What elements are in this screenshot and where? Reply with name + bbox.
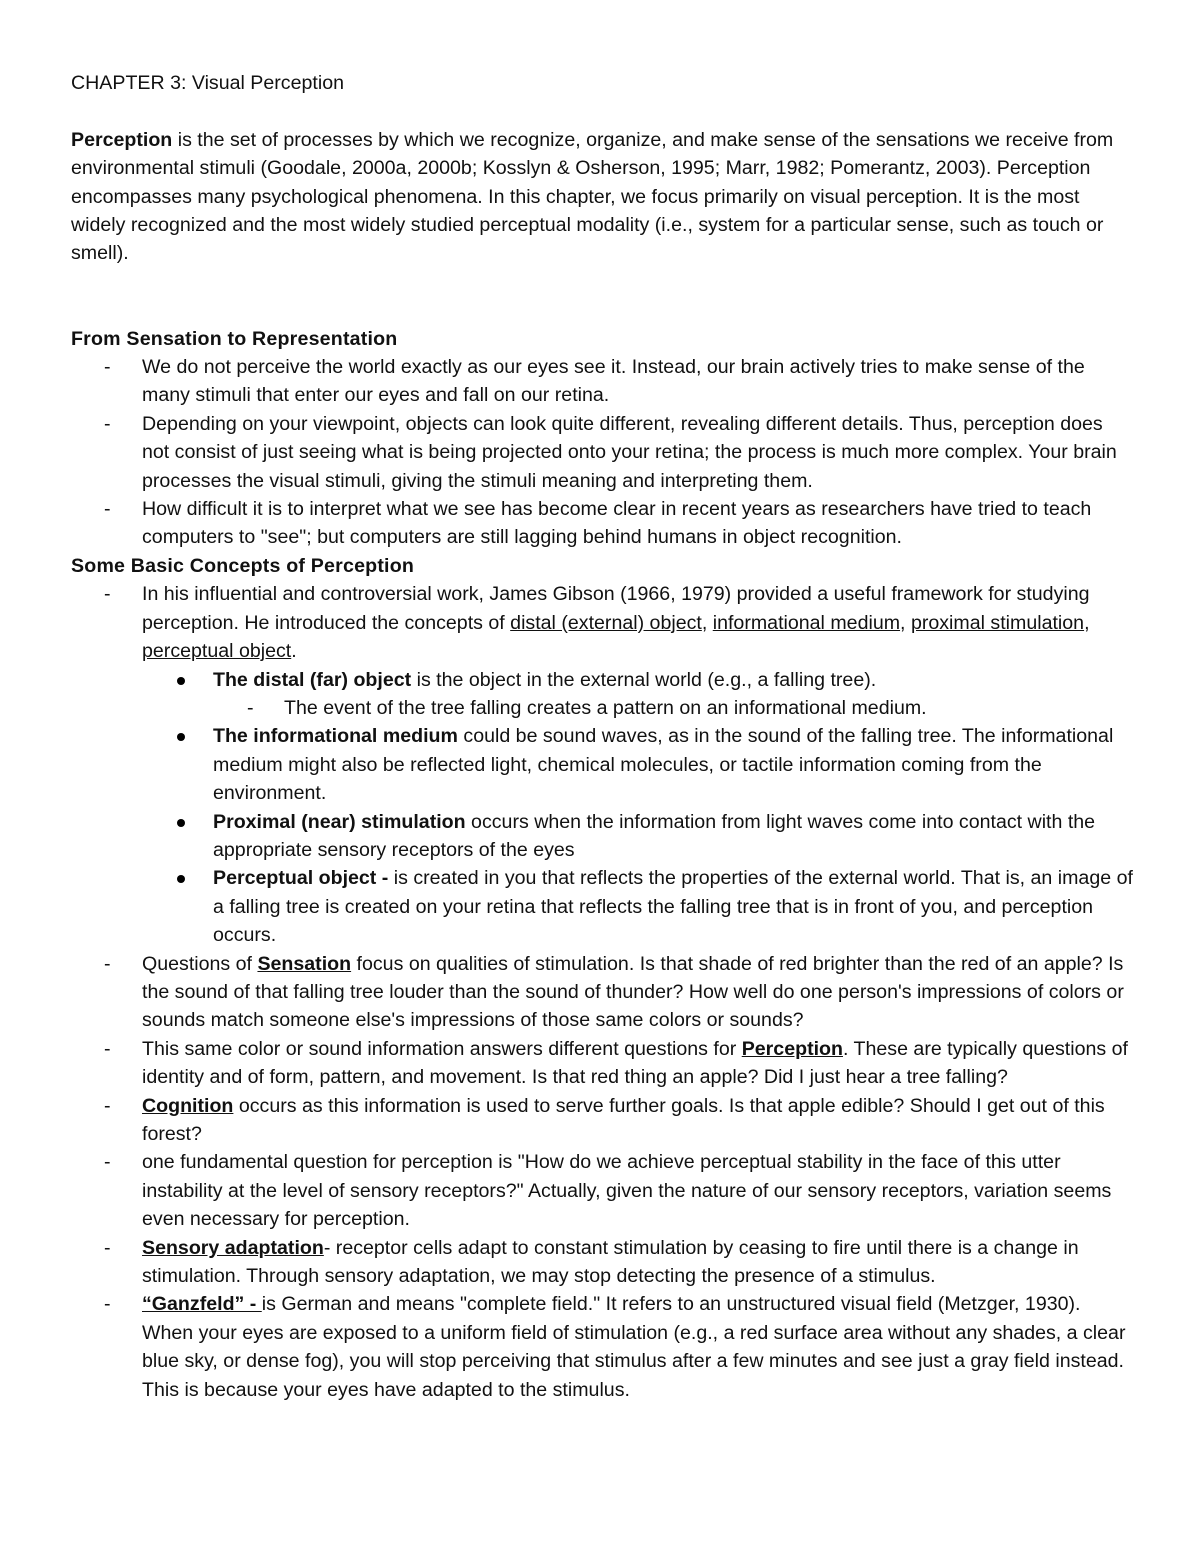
- dash-marker: -: [104, 1236, 111, 1259]
- list-item: [71, 353, 1133, 410]
- item-text: occurs as this information is used to serve further goals. Is that apple edible? Should I get out of this forest?: [142, 1094, 1105, 1145]
- bullet-item-informational: [142, 722, 1133, 807]
- section-heading-basic-concepts: Some Basic Concepts of Perception: [71, 554, 415, 577]
- concept-distal-object: distal (external) object: [510, 611, 702, 634]
- list-item-text: How difficult it is to interpret what we see has become clear in recent years as researchers have tried to teach computers to "see"; but computers are still lagging behind humans in object recognition.: [142, 498, 1092, 549]
- dash-marker: -: [104, 583, 111, 606]
- bullet-text: could be sound waves, as in the sound of the falling tree. The informational medium might also be reflected light, chemical molecules, or tactile information coming from the environment.: [213, 725, 1114, 805]
- list-item-cognition: [71, 1092, 1133, 1149]
- item-text: is German and means "complete field." It refers to an unstructured visual field (Metzger, 1930). When your eyes are exposed to a uniform field of stimulation (e.g., a red surface area without any shades, a clear blue sky, or dense fog), you will stop perceiving that stimulus after a few minutes and see just a gray field instead. This is because your eyes have adapted to the stimulus.: [142, 1293, 1126, 1401]
- chapter-title: CHAPTER 3: Visual Perception: [71, 72, 344, 94]
- item-text: focus on qualities of stimulation. Is that shade of red brighter than the red of an apple? Is the sound of that falling tree louder than the sound of thunder? How well do one person's impressions of colors or sounds match someone else's impressions of those same colors or sounds?: [142, 952, 1124, 1032]
- list-item-perception: [71, 1035, 1133, 1092]
- gibson-text: In his influential and controversial work, James Gibson (1966, 1979) provided a useful framework for studying perception. He introduced the concepts of: [142, 583, 1090, 634]
- concept-bullet-list: [142, 666, 1133, 950]
- dash-marker: -: [247, 696, 254, 719]
- list-item-stability: [71, 1148, 1133, 1233]
- dash-marker: -: [104, 952, 111, 975]
- sub-item-text: The event of the tree falling creates a pattern on an informational medium.: [284, 696, 927, 719]
- item-text: - receptor cells adapt to constant stimulation by ceasing to fire until there is a change in stimulation. Through sensory adaptation, we may stop detecting the presence of a stimulus.: [142, 1236, 1079, 1288]
- bullet-text: occurs when the information from light waves come into contact with the appropriate sensory receptors of the eyes: [213, 810, 1096, 861]
- section-1-list: [71, 353, 1133, 552]
- term-sensory-adaptation: Sensory adaptation: [142, 1236, 324, 1259]
- period: .: [291, 640, 297, 663]
- intro-term: Perception: [71, 128, 173, 151]
- bullet-icon: [177, 875, 185, 883]
- list-item-adaptation: [71, 1234, 1133, 1291]
- section-2-list: [71, 580, 1133, 1404]
- bullet-icon: [177, 733, 185, 741]
- dash-marker: -: [104, 1151, 111, 1174]
- item-text: This same color or sound information answers different questions for: [142, 1037, 742, 1060]
- bullet-term: Proximal (near) stimulation: [213, 810, 466, 833]
- bullet-term: The distal (far) object: [213, 668, 412, 691]
- bullet-icon: [177, 677, 185, 685]
- intro-text: is the set of processes by which we recognize, organize, and make sense of the sensations we receive from environmental stimuli (Goodale, 2000a, 2000b; Kosslyn & Osherson, 1995; Marr, 1982; Pomerantz, 2003). Perception encompasses many psychological phenomena. In this chapter, we focus primarily on visual perception. It is the most widely recognized and the most widely studied perceptual modality (i.e., system for a particular sense, such as touch or smell).: [71, 128, 1114, 265]
- list-item: [71, 495, 1133, 552]
- list-item-gibson: [71, 580, 1133, 949]
- concept-proximal-stimulation: proximal stimulation: [910, 611, 1085, 634]
- spacer: [71, 268, 1133, 325]
- bullet-text: is created in you that reflects the properties of the external world. That is, an image of a falling tree is created on your retina that reflects the falling tree that is in front of you, and perception occurs.: [213, 867, 1133, 947]
- list-item-sensation: [71, 950, 1133, 1035]
- bullet-item-distal: [142, 666, 1133, 723]
- list-item: [71, 410, 1133, 495]
- item-text: . These are typically questions of identity and of form, pattern, and movement. Is that red thing an apple? Did I just hear a tree falling?: [142, 1037, 1128, 1089]
- sub-list: [213, 694, 1133, 722]
- term-sensation: Sensation: [257, 952, 352, 975]
- dash-marker: -: [104, 498, 111, 521]
- dash-marker: -: [104, 1037, 111, 1060]
- separator: ,: [900, 611, 911, 634]
- term-cognition: Cognition: [142, 1094, 234, 1117]
- term-ganzfeld: “Ganzfeld” -: [142, 1293, 262, 1316]
- concept-perceptual-object: perceptual object: [142, 640, 292, 663]
- dash-marker: -: [104, 356, 111, 379]
- dash-marker: -: [104, 412, 111, 435]
- bullet-text: is the object in the external world (e.g., a falling tree).: [411, 668, 877, 691]
- bullet-term: The informational medium: [213, 725, 458, 748]
- bullet-icon: [177, 819, 185, 827]
- bullet-term: Perceptual object -: [213, 867, 389, 890]
- separator: ,: [701, 611, 713, 634]
- section-heading-sensation-representation: From Sensation to Representation: [71, 327, 398, 350]
- concept-informational-medium: informational medium: [712, 611, 901, 634]
- list-item-text: We do not perceive the world exactly as our eyes see it. Instead, our brain actively tries to make sense of the many stimuli that enter our eyes and fall on our retina.: [142, 356, 1085, 407]
- intro-paragraph: [71, 126, 1133, 268]
- sub-list-item: [213, 694, 1133, 722]
- bullet-item-perceptual: [142, 864, 1133, 949]
- list-item-text: Depending on your viewpoint, objects can look quite different, revealing different details. Thus, perception does not consist of just seeing what is being projected onto your retina; the process is much more complex. Your brain processes the visual stimuli, giving the stimuli meaning and interpreting them.: [142, 412, 1117, 492]
- dash-marker: -: [104, 1094, 111, 1117]
- document-body: [71, 69, 1133, 1404]
- separator: ,: [1084, 611, 1090, 634]
- item-text: Questions of: [142, 952, 258, 975]
- term-perception: Perception: [741, 1037, 843, 1060]
- bullet-item-proximal: [142, 808, 1133, 865]
- dash-marker: -: [104, 1293, 111, 1316]
- list-item-ganzfeld: [71, 1290, 1133, 1404]
- item-text: one fundamental question for perception is "How do we achieve perceptual stability in the face of this utter instability at the level of sensory receptors?" Actually, given the nature of our sensory receptors, variation seems even necessary for perception.: [142, 1151, 1112, 1231]
